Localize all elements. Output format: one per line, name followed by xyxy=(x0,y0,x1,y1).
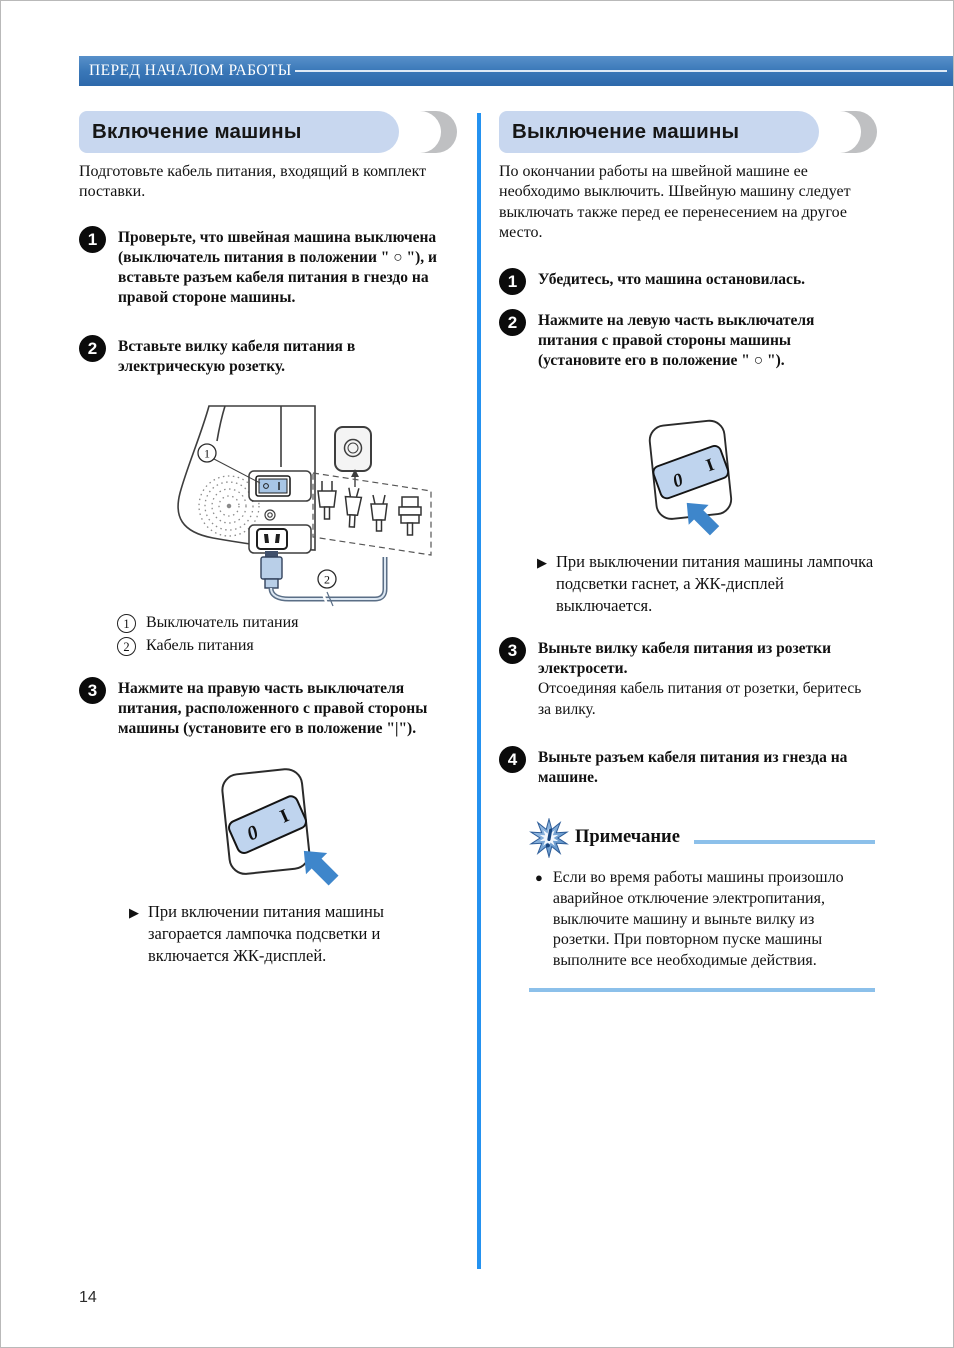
step-number-badge: 4 xyxy=(499,746,526,773)
legend-item xyxy=(117,637,457,656)
power-inlet-icon xyxy=(249,525,311,553)
result-text: При включении питания машины загорается лампочка подсветки и включается ЖК-дисплей. xyxy=(148,902,384,966)
chapter-title: ПЕРЕД НАЧАЛОМ РАБОТЫ xyxy=(89,62,292,79)
note-bottom-rule xyxy=(529,988,875,992)
section-title-power-on xyxy=(79,111,457,153)
plug-type-b-icon xyxy=(344,487,362,527)
step-number-badge: 3 xyxy=(79,677,106,704)
result-arrow-icon: ▶ xyxy=(129,905,139,921)
note-item xyxy=(535,868,875,972)
step-2 xyxy=(79,335,457,377)
header-rule xyxy=(295,70,947,72)
result-note xyxy=(537,551,877,617)
title-blue-box xyxy=(79,111,399,153)
plug-type-c-icon xyxy=(371,495,387,531)
step-text: Убедитесь, что машина остановилась. xyxy=(538,270,806,288)
step-2 xyxy=(499,309,877,371)
note-spark-icon xyxy=(529,818,569,858)
step-4 xyxy=(499,746,877,788)
plug-variants-panel xyxy=(313,473,431,555)
note-block xyxy=(529,818,875,992)
step-text: Нажмите на левую часть выключателя питания с правой стороны машины (установите его в положение " ○ "). xyxy=(538,311,815,370)
step-3 xyxy=(499,637,877,720)
chapter-header-bar xyxy=(79,56,953,86)
legend-label: Кабель питания xyxy=(146,637,254,655)
section-title-text: Включение машины xyxy=(92,120,302,143)
section-title-text: Выключение машины xyxy=(512,120,740,143)
step-number-badge: 2 xyxy=(79,335,106,362)
illustration-legend xyxy=(117,614,457,656)
switch-one-label: I xyxy=(703,454,717,476)
title-blue-box xyxy=(499,111,819,153)
note-title: Примечание xyxy=(575,827,680,848)
legend-marker: 1 xyxy=(117,614,136,633)
bullet-icon: ● xyxy=(535,869,543,885)
result-note xyxy=(129,901,457,967)
step-1 xyxy=(499,268,877,295)
step-text: Выньте разъем кабеля питания из гнезда на машине. xyxy=(538,748,848,786)
intro-text: По окончании работы на швейной машине ее необходимо выключить. Швейную машину следует выключать также перед ее перенесением на другое место. xyxy=(499,163,851,242)
step-number-badge: 1 xyxy=(499,268,526,295)
switch-zero-label: 0 xyxy=(243,821,262,846)
note-title-rule xyxy=(694,840,875,844)
power-plug-connector xyxy=(261,551,282,588)
step-text xyxy=(538,637,877,720)
step-number-badge: 2 xyxy=(499,309,526,336)
switch-one-label: I xyxy=(277,805,293,828)
legend-item xyxy=(117,614,457,633)
page-number: 14 xyxy=(79,1289,97,1306)
intro-text: Подготовьте кабель питания, входящий в комплект поставки. xyxy=(79,163,427,201)
step-number-badge: 3 xyxy=(499,637,526,664)
result-text: При выключении питания машины лампочка подсветки гаснет, а ЖК-дисплей выключается. xyxy=(556,552,874,616)
step-text-bold: Выньте вилку кабеля питания из розетки электросети. xyxy=(538,640,832,678)
step-1 xyxy=(79,226,457,309)
switch-off-svg xyxy=(625,411,775,537)
machine-power-cord-illustration xyxy=(129,403,457,608)
switch-on-svg xyxy=(191,763,361,889)
power-switch-icon xyxy=(249,471,311,501)
plug-type-a-icon xyxy=(318,481,336,519)
step-text-normal: Отсоединяя кабель питания от розетки, беритесь за вилку. xyxy=(538,680,862,718)
step-number-badge: 1 xyxy=(79,226,106,253)
legend-marker: 2 xyxy=(117,637,136,656)
callout-1-number: 1 xyxy=(204,446,210,461)
plug-type-d-icon xyxy=(399,497,421,535)
step-3 xyxy=(79,677,457,739)
section-power-off xyxy=(499,111,877,992)
column-divider xyxy=(477,113,481,1269)
step-text: Проверьте, что швейная машина выключена (выключатель питания в положении " ○ "), и вставьте разъем кабеля питания в гнездо на правой стороне машины. xyxy=(118,228,437,307)
switch-on-illustration xyxy=(191,763,457,889)
note-header xyxy=(529,818,875,858)
note-item-text: Если во время работы машины произошло аварийное отключение электропитания, выключите машину и выньте вилку из розетки. При повторном пуске машины выполните все необходимые действия. xyxy=(552,868,844,970)
machine-illustration-svg xyxy=(129,403,469,608)
step-text: Нажмите на правую часть выключателя питания, расположенного с правой стороны машины (установите его в положение "|"). xyxy=(118,679,428,738)
legend-label: Выключатель питания xyxy=(146,614,299,632)
callout-2 xyxy=(318,570,336,588)
step-text: Вставьте вилку кабеля питания в электрическую розетку. xyxy=(118,337,356,375)
section-title-power-off xyxy=(499,111,877,153)
switch-off-illustration xyxy=(625,411,877,537)
result-arrow-icon: ▶ xyxy=(537,555,547,571)
wall-outlet-icon xyxy=(335,427,371,487)
callout-2-number: 2 xyxy=(324,572,330,587)
section-power-on xyxy=(79,111,457,967)
switch-zero-label: 0 xyxy=(669,469,686,493)
